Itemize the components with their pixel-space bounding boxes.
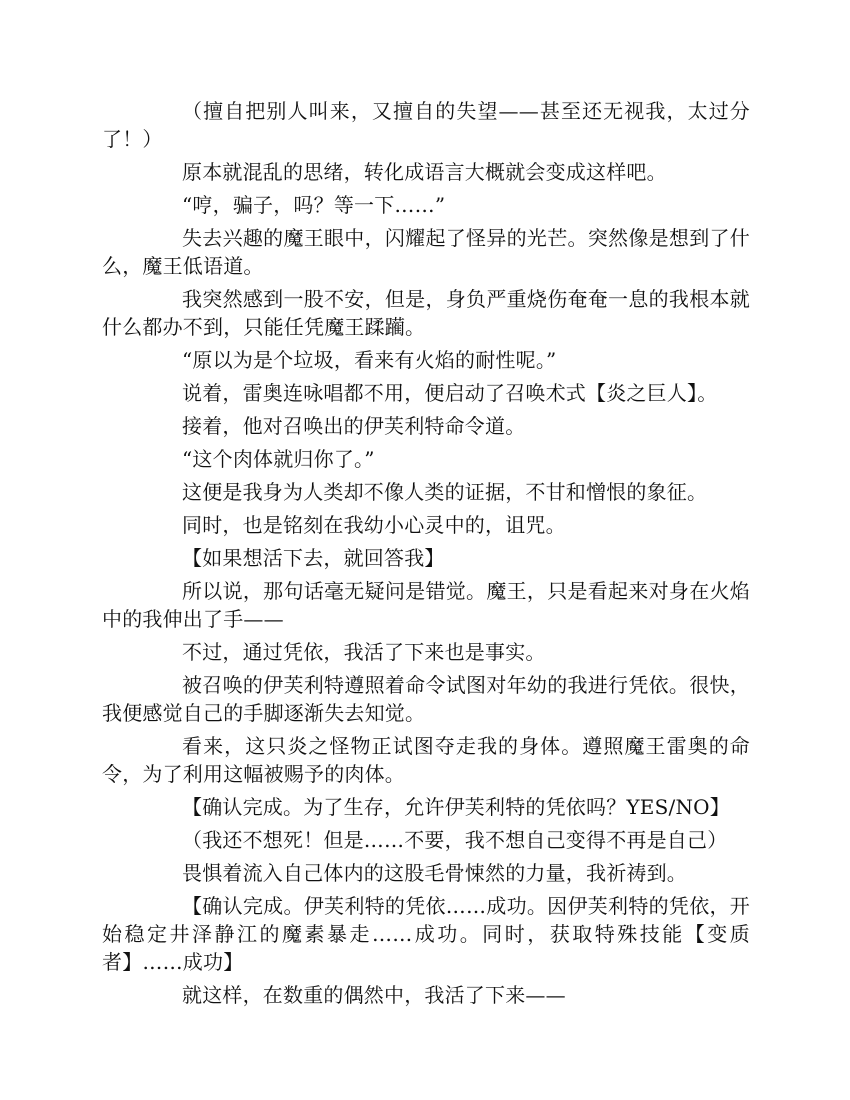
- paragraph: 原本就混乱的思绪，转化成语言大概就会变成这样吧。: [182, 160, 667, 184]
- paragraph: “这个肉体就归你了。”: [182, 447, 375, 471]
- paragraph: （我还不想死！但是……不要，我不想自己变得不再是自己）: [182, 828, 728, 852]
- paragraph: “原以为是个垃圾，看来有火焰的耐性呢。”: [182, 348, 557, 372]
- body-text: [102, 97, 750, 1014]
- paragraph: 接着，他对召唤出的伊芙利特命令道。: [182, 414, 526, 438]
- paragraph: 被召唤的伊芙利特遵照着命令试图对年幼的我进行凭依。很快，我便感觉自己的手脚逐渐失去知觉。: [102, 673, 750, 725]
- paragraph: 就这样，在数重的偶然中，我活了下来——: [182, 983, 566, 1007]
- paragraph: 【如果想活下去，就回答我】: [182, 546, 445, 570]
- paragraph: 看来，这只炎之怪物正试图夺走我的身体。遵照魔王雷奥的命令，为了利用这幅被赐予的肉体。: [102, 734, 750, 786]
- paragraph: 【确认完成。伊芙利特的凭依……成功。因伊芙利特的凭依，开始稳定井泽静江的魔素暴走……成功。同时，获取特殊技能【变质者】……成功】: [102, 894, 750, 974]
- paragraph: 这便是我身为人类却不像人类的证据，不甘和憎恨的象征。: [182, 480, 708, 504]
- paragraph: 失去兴趣的魔王眼中，闪耀起了怪异的光芒。突然像是想到了什么，魔王低语道。: [102, 226, 750, 278]
- paragraph: 同时，也是铭刻在我幼小心灵中的，诅咒。: [182, 513, 566, 537]
- paragraph: 【确认完成。为了生存，允许伊芙利特的凭依吗？YES/NO】: [182, 795, 730, 819]
- paragraph: 我突然感到一股不安，但是，身负严重烧伤奄奄一息的我根本就什么都办不到，只能任凭魔王蹂躏。: [102, 287, 750, 339]
- paragraph: 畏惧着流入自己体内的这股毛骨悚然的力量，我祈祷到。: [182, 861, 687, 885]
- paragraph: “哼，骗子，吗？等一下……”: [182, 193, 446, 217]
- paragraph: （擅自把别人叫来，又擅自的失望——甚至还无视我，太过分了！）: [102, 99, 750, 151]
- paragraph: 说着，雷奥连咏唱都不用，便启动了召唤术式【炎之巨人】。: [182, 381, 718, 405]
- paragraph: 不过，通过凭依，我活了下来也是事实。: [182, 640, 546, 664]
- paragraph: 所以说，那句话毫无疑问是错觉。魔王，只是看起来对身在火焰中的我伸出了手——: [102, 579, 750, 631]
